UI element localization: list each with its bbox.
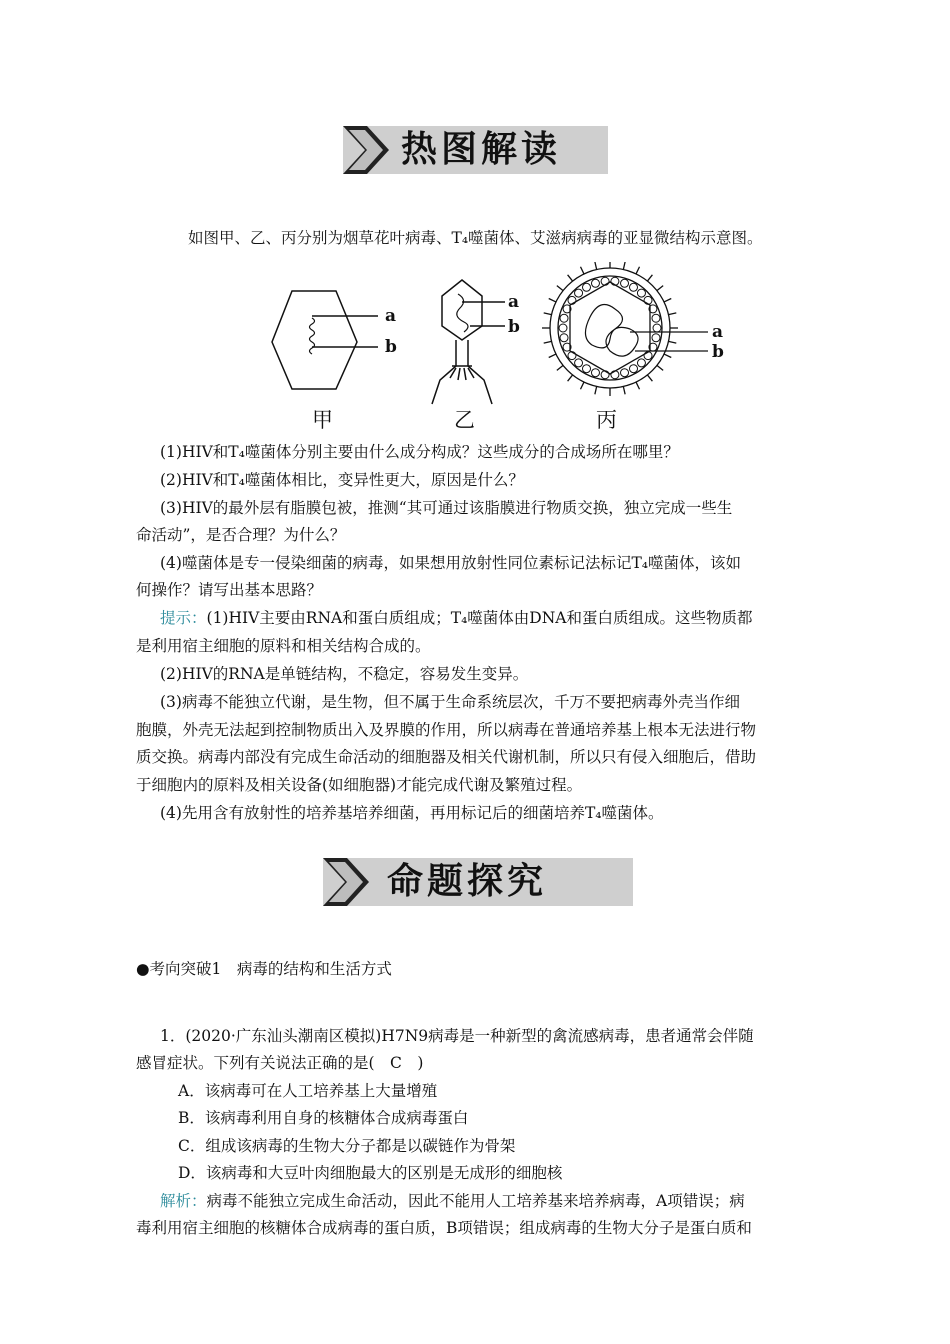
problem-stem-line1: 1．(2020·广东汕头潮南区模拟)H7N9病毒是一种新型的禽流感病毒，患者通常会伴随 [160, 1027, 754, 1045]
section-banner-exploration [323, 858, 633, 906]
capsomere [611, 277, 619, 285]
capsomere [637, 289, 645, 297]
capsomere [560, 314, 568, 322]
question-4-line2: 何操作？请写出基本思路？ [136, 581, 323, 599]
breakthrough-heading: ●考向突破1 病毒的结构和生活方式 [136, 960, 392, 978]
spike [647, 375, 652, 381]
spike [595, 386, 597, 394]
hint-line-2: 是利用宿主细胞的原料和相关结构合成的。 [136, 637, 431, 655]
option-d: D．该病毒和大豆叶肉细胞最大的区别是无成形的细胞核 [178, 1164, 563, 1182]
spike [549, 354, 556, 357]
capsomere [591, 369, 599, 377]
section-title: 命题探究 [387, 861, 548, 902]
capsomere [583, 365, 591, 373]
capsomere [652, 334, 660, 342]
capsomere [652, 314, 660, 322]
spike [580, 382, 583, 389]
capsomere [630, 283, 638, 291]
intro-text: 如图甲、乙、丙分别为烟草花叶病毒、T₄噬菌体、艾滋病病毒的亚显微结构示意图。 [188, 229, 763, 247]
hint-line-3: (2)HIV的RNA是单链结构，不稳定，容易发生变异。 [160, 665, 529, 683]
spike [544, 313, 552, 315]
hint-text: (1)HIV主要由RNA和蛋白质组成；T₄噬菌体由DNA和蛋白质组成。这些物质都 [206, 609, 753, 627]
spike [557, 365, 563, 370]
spike [623, 262, 625, 270]
arrow-icon [343, 126, 403, 174]
svg-text:b: b [508, 317, 520, 337]
spike [568, 375, 573, 381]
svg-text:b: b [385, 337, 397, 357]
spike [568, 275, 573, 281]
capsomere [637, 359, 645, 367]
capsomere [560, 334, 568, 342]
arrow-icon [323, 858, 383, 906]
virus-structure-figure [260, 262, 740, 432]
capsomere [621, 279, 629, 287]
spike [636, 382, 639, 389]
capsomere [601, 371, 609, 379]
capsomere [611, 371, 619, 379]
option-c: C．组成该病毒的生物大分子都是以碳链作为骨架 [178, 1137, 516, 1155]
analysis-line-2: 毒利用宿主细胞的核糖体合成病毒的蛋白质，B项错误；组成病毒的生物大分子是蛋白质和 [136, 1219, 752, 1237]
spike [664, 354, 671, 357]
hiv-diagram [550, 268, 708, 388]
analysis-line-1 [160, 1191, 745, 1211]
hint-line-6: 质交换。病毒内部没有完成生命活动的细胞器及相关代谢机制，所以只有侵入细胞后，借助 [136, 748, 757, 766]
hint-line-5: 胞膜，外壳无法起到控制物质出入及界膜的作用，所以病毒在普通培养基上根本无法进行物 [136, 721, 757, 739]
spike [657, 286, 663, 291]
capsomere [575, 359, 583, 367]
svg-text:a: a [385, 306, 397, 326]
spike [657, 365, 663, 370]
hint-line-1 [160, 608, 752, 628]
spike [557, 286, 563, 291]
spike [647, 275, 652, 281]
t4-phage-diagram [432, 280, 505, 404]
spike [636, 267, 639, 274]
svg-text:a: a [712, 322, 724, 342]
option-b: B．该病毒利用自身的核糖体合成病毒蛋白 [178, 1109, 469, 1127]
question-4-line1: (4)噬菌体是专一侵染细菌的病毒，如果想用放射性同位素标记法标记T₄噬菌体，该如 [160, 554, 742, 572]
section-banner-hot-figure [343, 126, 608, 174]
spike [668, 313, 676, 315]
analysis-label: 解析： [160, 1192, 207, 1210]
option-a: A．该病毒可在人工培养基上大量增殖 [178, 1082, 438, 1100]
capsomere [630, 365, 638, 373]
question-1: (1)HIV和T₄噬菌体分别主要由什么成分构成？这些成分的合成场所在哪里？ [160, 443, 679, 461]
question-3-line1: (3)HIV的最外层有脂膜包被，推测“其可通过该脂膜进行物质交换，独立完成一些生 [160, 499, 733, 517]
hint-line-7: 于细胞内的原料及相关设备(如细胞器)才能完成代谢及繁殖过程。 [136, 776, 583, 794]
spike [623, 386, 625, 394]
svg-text:b: b [712, 342, 724, 362]
section-title: 热图解读 [401, 129, 562, 170]
question-2: (2)HIV和T₄噬菌体相比，变异性更大，原因是什么？ [160, 471, 524, 489]
problem-stem-line2: 感冒症状。下列有关说法正确的是( C ) [136, 1054, 424, 1072]
figure-label-bing: 丙 [596, 408, 617, 432]
capsomere [621, 369, 629, 377]
tmv-diagram [272, 291, 378, 389]
capsomere [591, 279, 599, 287]
question-3-line2: 命活动”，是否合理？为什么？ [136, 526, 346, 544]
figure-label-yi: 乙 [454, 408, 475, 432]
figure-label-jia: 甲 [312, 408, 333, 432]
capsomere [601, 277, 609, 285]
svg-text:a: a [508, 292, 520, 312]
hint-line-8: (4)先用含有放射性的培养基培养细菌，再用标记后的细菌培养T₄噬菌体。 [160, 804, 664, 822]
capsomere [583, 283, 591, 291]
spike [664, 298, 671, 301]
hiv-capsomeres [559, 277, 661, 378]
capsomere [653, 324, 661, 332]
capsomere [575, 289, 583, 297]
spike [668, 341, 676, 343]
spike [549, 298, 556, 301]
spike [580, 267, 583, 274]
analysis-text: 病毒不能独立完成生命活动，因此不能用人工培养基来培养病毒，A项错误；病 [206, 1192, 745, 1210]
spike [595, 262, 597, 270]
hint-label: 提示： [160, 609, 207, 627]
hint-line-4: (3)病毒不能独立代谢，是生物，但不属于生命系统层次，千万不要把病毒外壳当作细 [160, 693, 740, 711]
spike [544, 341, 552, 343]
capsomere [559, 324, 567, 332]
